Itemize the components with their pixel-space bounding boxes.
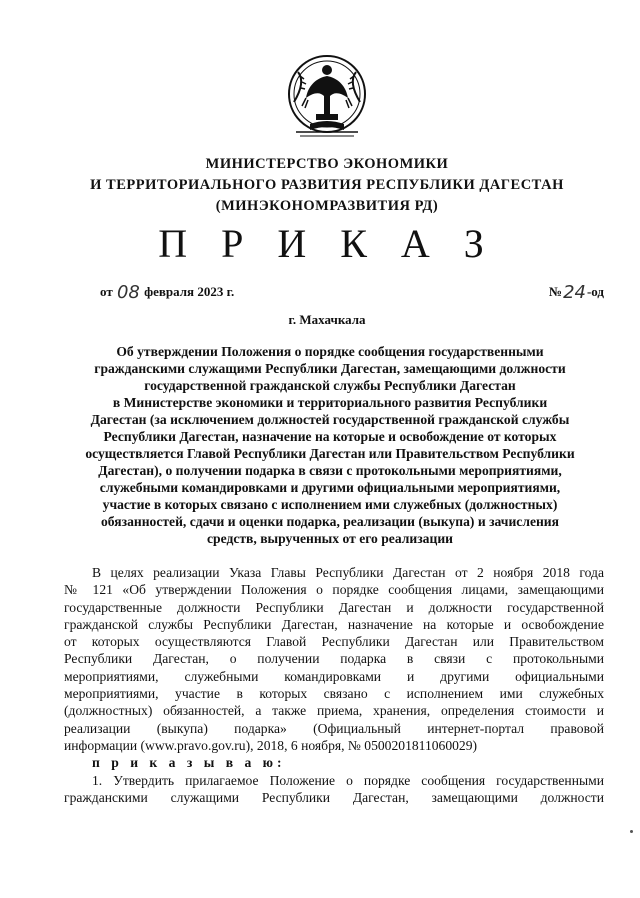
coat-of-arms-icon <box>286 52 368 144</box>
title-line: гражданскими служащими Республики Дагестан, замещающими должности <box>94 361 566 376</box>
document-number <box>549 282 604 303</box>
date-rest: февраля 2023 г. <box>144 284 235 299</box>
body-line: реализации (выкупа) подарка» (Официальный интернет-портал правовой <box>64 720 604 736</box>
ministry-name <box>60 154 594 217</box>
body-line: от которых осуществляются Главой Республики Дагестан или Правительством <box>64 634 604 650</box>
number-value: 24 <box>563 282 586 303</box>
document-title <box>60 343 600 547</box>
body-text <box>64 564 604 806</box>
title-line: Республики Дагестан, назначение на которые и освобождение от которых <box>103 429 557 444</box>
order-word: п р и к а з ы в а ю: <box>92 755 286 771</box>
document-date <box>100 282 234 303</box>
body-line: мероприятиями, участие в которых связано с исполнением ими служебных <box>64 686 604 702</box>
title-line: Дагестан (за исключением должностей государственной гражданской службы <box>90 412 570 427</box>
ministry-line-3: (МИНЭКОНОМРАЗВИТИЯ РД) <box>215 198 439 214</box>
title-line: Дагестан), о получении подарка в связи с протокольными мероприятиями, <box>98 463 562 478</box>
body-line: мероприятиями, служебными командировками и другими официальными <box>64 668 604 684</box>
body-line: Республики Дагестан, о получении подарка в связи с протокольными <box>64 651 604 667</box>
title-line: в Министерстве экономики и территориального развития Республики <box>112 395 548 410</box>
body-line: государственные должности Республики Дагестан и должности государственной <box>64 599 604 615</box>
city: г. Махачкала <box>288 312 366 327</box>
title-line: государственной гражданской службы Республики Дагестан <box>144 378 516 393</box>
body-line: гражданской службы Республики Дагестан, назначение на которые и освобождение <box>64 616 604 632</box>
title-line: осуществляется Главой Республики Дагестан или Правительством Республики <box>85 446 575 461</box>
title-line: обязанностей, сдачи и оценки подарка, реализации (выкупа) и зачисления <box>101 514 559 529</box>
number-suffix: -од <box>586 284 604 299</box>
date-prefix: от <box>100 284 113 299</box>
title-line: участие в которых связано с исполнением ими служебных (должностных) <box>102 497 558 512</box>
date-day: 08 <box>116 282 140 303</box>
item-1-line: 1. Утвердить прилагаемое Положение о порядке сообщения государственными <box>92 772 604 788</box>
title-line: служебными командировками и другими официальными мероприятиями, <box>99 480 561 495</box>
item-1-line: гражданскими служащими Республики Дагестан, замещающими должности <box>64 789 604 805</box>
document-type: П Р И К А З <box>158 221 496 266</box>
title-line: Об утверждении Положения о порядке сообщения государственными <box>116 344 544 359</box>
body-line: (должностных) обязанностей, а также приема, хранения, определения стоимости и <box>64 703 604 719</box>
body-line: В целях реализации Указа Главы Республики Дагестан от 2 ноября 2018 года <box>92 565 604 580</box>
ministry-line-1: МИНИСТЕРСТВО ЭКОНОМИКИ <box>205 156 449 172</box>
ministry-line-2: И ТЕРРИТОРИАЛЬНОГО РАЗВИТИЯ РЕСПУБЛИКИ ДАГЕСТАН <box>90 177 564 193</box>
title-line: средств, вырученных от его реализации <box>207 531 453 546</box>
scan-artifact <box>630 830 633 833</box>
body-line: № 121 «Об утверждении Положения о порядке сообщения лицами, замещающими <box>64 582 604 598</box>
number-prefix: № <box>548 284 563 299</box>
body-line: информации (www.pravo.gov.ru), 2018, 6 ноября, № 0500201811060029) <box>64 737 478 753</box>
